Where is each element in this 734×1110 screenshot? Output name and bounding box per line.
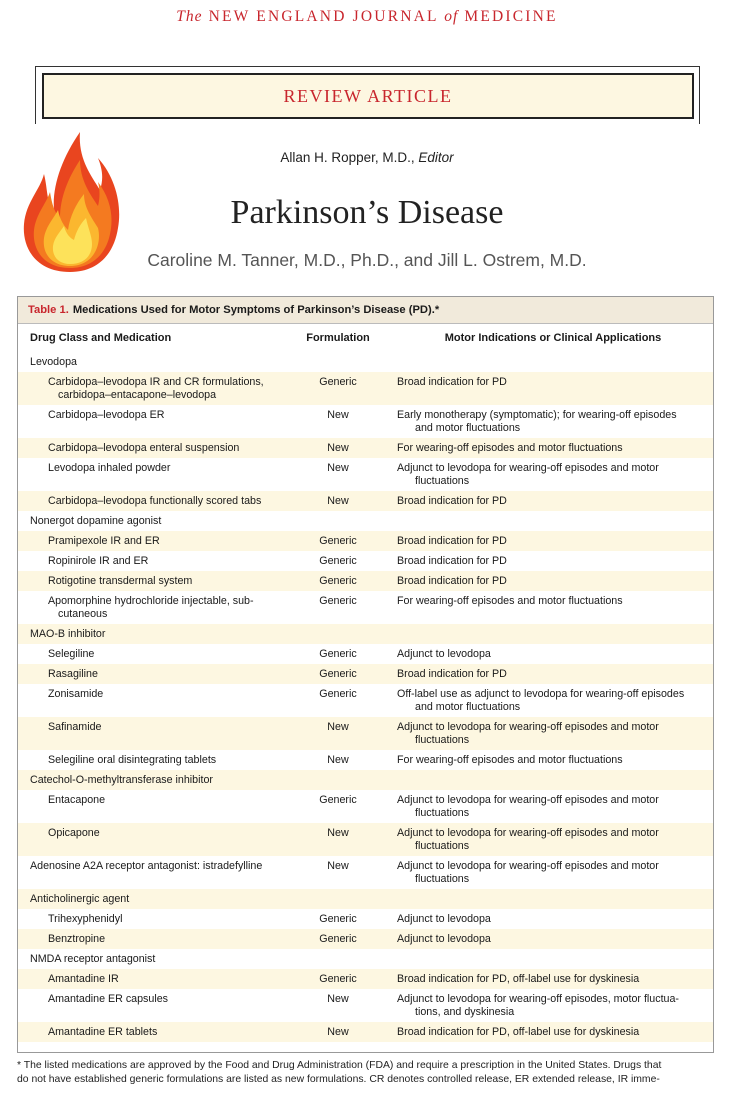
medication-name-continuation: cutaneous <box>58 608 108 620</box>
medication-name <box>18 933 283 949</box>
medication-name <box>18 993 283 1022</box>
formulation-cell: New <box>327 860 349 872</box>
medication-name-line: Safinamide <box>48 721 102 733</box>
medication-name-line: Levodopa inhaled powder <box>48 462 171 474</box>
medication-name-line: Carbidopa–levodopa functionally scored tabs <box>48 495 262 507</box>
indication-cell <box>393 535 713 551</box>
drug-class-row <box>18 949 713 969</box>
medication-name <box>18 827 283 856</box>
footnote-line-1: * The listed medications are approved by the Food and Drug Administration (FDA) and require a prescription in the United States. Drugs that <box>17 1060 662 1071</box>
medication-name-line: Carbidopa–levodopa enteral suspension <box>48 442 240 454</box>
indication-cell <box>393 973 713 989</box>
formulation-cell: New <box>327 754 349 766</box>
indication-line: Adjunct to levodopa <box>397 933 491 945</box>
formulation-cell: Generic <box>319 688 357 700</box>
indication-cell <box>393 754 713 770</box>
article-title: Parkinson’s Disease <box>230 194 504 231</box>
medication-name-line: Opicapone <box>48 827 100 839</box>
indication-line: Adjunct to levodopa for wearing-off episodes and motor <box>397 462 659 474</box>
indication-line: Broad indication for PD <box>397 668 507 680</box>
indication-line: Broad indication for PD, off-label use for dyskinesia <box>397 1026 640 1038</box>
medication-row <box>18 458 713 491</box>
medication-name-line: Selegiline oral disintegrating tablets <box>48 754 217 766</box>
formulation-cell: New <box>327 495 349 507</box>
drug-class-label: Nonergot dopamine agonist <box>30 515 162 527</box>
indication-line: For wearing-off episodes and motor fluctuations <box>397 595 623 607</box>
medication-row <box>18 438 713 458</box>
indication-cell <box>393 595 713 624</box>
medication-row <box>18 969 713 989</box>
formulation-cell: Generic <box>319 794 357 806</box>
indication-line: Broad indication for PD <box>397 535 507 547</box>
indication-continuation: and motor fluctuations <box>415 422 521 434</box>
medication-name-line: Carbidopa–levodopa ER <box>48 409 165 421</box>
medication-name <box>18 595 283 624</box>
indication-cell <box>393 721 713 750</box>
journal-header <box>0 8 734 26</box>
medication-name <box>18 409 283 438</box>
medication-name <box>18 688 283 717</box>
editor-role: Editor <box>418 150 454 165</box>
medication-row <box>18 684 713 717</box>
journal-name-part1: NEW ENGLAND JOURNAL <box>208 8 439 25</box>
indication-continuation: fluctuations <box>415 807 470 819</box>
medication-name <box>18 754 283 770</box>
table-number: Table 1. <box>28 304 69 316</box>
indication-cell <box>393 409 713 438</box>
medication-row <box>18 790 713 823</box>
medication-row <box>18 909 713 929</box>
indication-cell <box>393 442 713 458</box>
drug-class-row <box>18 511 713 531</box>
indication-line: Adjunct to levodopa <box>397 648 491 660</box>
indication-cell <box>393 668 713 684</box>
medication-row <box>18 717 713 750</box>
indication-cell <box>393 376 713 405</box>
medication-row <box>18 929 713 949</box>
editor-line <box>0 150 734 165</box>
medication-row <box>18 491 713 511</box>
indication-cell <box>393 555 713 571</box>
article-type-label: REVIEW ARTICLE <box>283 85 453 106</box>
indication-cell <box>393 688 713 717</box>
indication-continuation: fluctuations <box>415 840 470 852</box>
drug-class-label: NMDA receptor antagonist <box>30 953 156 965</box>
medication-row <box>18 571 713 591</box>
journal-prefix: The <box>176 8 203 25</box>
table-footnote <box>17 1059 717 1086</box>
indication-line: Broad indication for PD <box>397 575 507 587</box>
indication-cell <box>393 495 713 511</box>
medication-name-line: Zonisamide <box>48 688 104 700</box>
medication-name <box>18 376 283 405</box>
medication-name <box>18 913 283 929</box>
medication-row <box>18 551 713 571</box>
indication-cell <box>393 1026 713 1042</box>
journal-name-part2: MEDICINE <box>464 8 558 25</box>
medication-row <box>18 531 713 551</box>
medication-name-line: Entacapone <box>48 794 106 806</box>
medication-name-continuation: carbidopa–entacapone–levodopa <box>58 389 217 401</box>
medication-name-line: Carbidopa–levodopa IR and CR formulations, <box>48 376 264 388</box>
formulation-cell: Generic <box>319 376 357 388</box>
medication-name <box>18 575 283 591</box>
drug-class-row <box>18 770 713 790</box>
drug-class-row <box>18 352 713 372</box>
indication-line: Early monotherapy (symptomatic); for wearing-off episodes <box>397 409 677 421</box>
formulation-cell: Generic <box>319 668 357 680</box>
formulation-cell: New <box>327 721 349 733</box>
medication-name <box>18 973 283 989</box>
table-header-row <box>18 324 713 352</box>
medication-row <box>18 644 713 664</box>
medication-name <box>18 1026 283 1042</box>
article-authors: Caroline M. Tanner, M.D., Ph.D., and Jill L. Ostrem, M.D. <box>147 250 587 270</box>
indication-line: For wearing-off episodes and motor fluctuations <box>397 442 623 454</box>
medication-name-line: Rasagiline <box>48 668 98 680</box>
journal-of: of <box>444 8 459 25</box>
medication-row <box>18 664 713 684</box>
formulation-cell: Generic <box>319 555 357 567</box>
drug-class-label: Anticholinergic agent <box>30 893 130 905</box>
table-title: Medications Used for Motor Symptoms of Parkinson’s Disease (PD).* <box>72 304 440 316</box>
indication-line: Broad indication for PD <box>397 376 507 388</box>
medication-name <box>18 535 283 551</box>
medication-row <box>18 750 713 770</box>
medication-name <box>18 495 283 511</box>
indication-line: For wearing-off episodes and motor fluctuations <box>397 754 623 766</box>
formulation-cell: Generic <box>319 973 357 985</box>
formulation-cell: Generic <box>319 535 357 547</box>
medication-row <box>18 989 713 1022</box>
indication-line: Adjunct to levodopa for wearing-off episodes and motor <box>397 794 659 806</box>
formulation-cell: New <box>327 409 349 421</box>
indication-line: Adjunct to levodopa for wearing-off episodes and motor <box>397 860 659 872</box>
indication-continuation: fluctuations <box>415 873 470 885</box>
medication-name-line: Amantadine IR <box>48 973 119 985</box>
formulation-cell: Generic <box>319 913 357 925</box>
indication-line: Adjunct to levodopa <box>397 913 491 925</box>
medication-name <box>18 794 283 823</box>
indication-line: Adjunct to levodopa for wearing-off episodes and motor <box>397 721 659 733</box>
indication-cell <box>393 913 713 929</box>
medication-name-line: Apomorphine hydrochloride injectable, sub- <box>48 595 254 607</box>
drug-class-label: Catechol-O-methyltransferase inhibitor <box>30 774 213 786</box>
formulation-cell: Generic <box>319 575 357 587</box>
medication-name-line: Selegiline <box>48 648 95 660</box>
medication-row <box>18 823 713 856</box>
medication-name <box>18 442 283 458</box>
footnote-line-2: do not have established generic formulations are listed as new formulations. CR denotes controlled release, ER extended release, IR imme- <box>17 1073 660 1085</box>
indication-line: Off-label use as adjunct to levodopa for wearing-off episodes <box>397 688 685 700</box>
medication-name <box>18 668 283 684</box>
medications-table <box>17 296 714 1053</box>
indication-cell <box>393 827 713 856</box>
indication-continuation: fluctuations <box>415 734 470 746</box>
formulation-cell: New <box>327 462 349 474</box>
medication-row <box>18 405 713 438</box>
drug-class-row <box>18 889 713 909</box>
indication-line: Broad indication for PD <box>397 495 507 507</box>
formulation-cell: New <box>327 993 349 1005</box>
medication-name <box>18 648 283 664</box>
indication-continuation: and motor fluctuations <box>415 701 521 713</box>
medication-name-line: Amantadine ER capsules <box>48 993 169 1005</box>
medication-name <box>18 462 283 491</box>
indication-cell <box>393 462 713 491</box>
indication-continuation: tions, and dyskinesia <box>415 1006 515 1018</box>
indication-line: Broad indication for PD <box>397 555 507 567</box>
formulation-cell: New <box>327 1026 349 1038</box>
medication-row <box>18 1022 713 1042</box>
indication-line: Adjunct to levodopa for wearing-off episodes, motor fluctua- <box>397 993 679 1005</box>
column-header-indications: Motor Indications or Clinical Applications <box>444 332 662 344</box>
indication-cell <box>393 993 713 1022</box>
medication-name-line: Ropinirole IR and ER <box>48 555 149 567</box>
medication-row <box>18 856 713 889</box>
medication-name-line: Trihexyphenidyl <box>48 913 123 925</box>
indication-cell <box>393 575 713 591</box>
drug-class-label: MAO-B inhibitor <box>30 628 106 640</box>
medication-name <box>18 555 283 571</box>
indication-cell <box>393 648 713 664</box>
indication-continuation: fluctuations <box>415 475 470 487</box>
article-type-banner <box>42 73 694 119</box>
medication-name-line: Pramipexole IR and ER <box>48 535 160 547</box>
formulation-cell: New <box>327 827 349 839</box>
column-header-formulation: Formulation <box>306 332 370 344</box>
medication-name-line: Benztropine <box>48 933 106 945</box>
indication-cell <box>393 860 713 889</box>
medication-row <box>18 591 713 624</box>
medication-name-line: Amantadine ER tablets <box>48 1026 158 1038</box>
medication-row <box>18 372 713 405</box>
indication-line: Adjunct to levodopa for wearing-off episodes and motor <box>397 827 659 839</box>
drug-class-label: Levodopa <box>30 356 77 368</box>
table-caption <box>18 297 713 324</box>
table-body <box>18 352 713 1042</box>
medication-name-line: Rotigotine transdermal system <box>48 575 193 587</box>
medication-name <box>18 721 283 750</box>
formulation-cell: Generic <box>319 933 357 945</box>
medication-name-line: Adenosine A2A receptor antagonist: istradefylline <box>30 860 263 872</box>
column-header-drug: Drug Class and Medication <box>30 332 172 344</box>
medication-name <box>18 860 283 889</box>
indication-cell <box>393 933 713 949</box>
formulation-cell: Generic <box>319 648 357 660</box>
indication-line: Broad indication for PD, off-label use for dyskinesia <box>397 973 640 985</box>
formulation-cell: New <box>327 442 349 454</box>
indication-cell <box>393 794 713 823</box>
drug-class-row <box>18 624 713 644</box>
formulation-cell: Generic <box>319 595 357 607</box>
editor-name: Allan H. Ropper, M.D., <box>280 150 419 165</box>
